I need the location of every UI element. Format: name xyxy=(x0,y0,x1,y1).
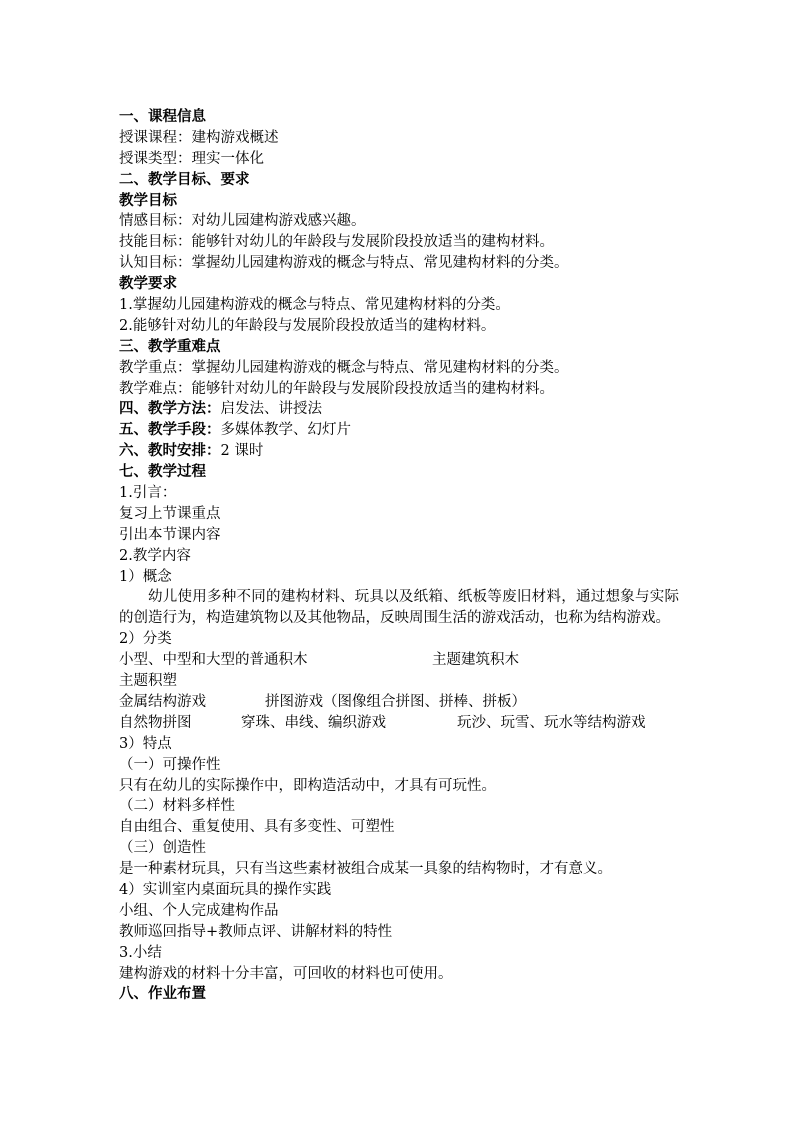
heading-homework: 八、作业布置 xyxy=(119,986,206,1003)
teaching-method xyxy=(119,399,679,420)
classification-item: 自然物拼图 xyxy=(119,714,192,731)
classification-item: 主题积塑 xyxy=(119,673,177,690)
feature-3-desc: 是一种素材玩具，只有当这些素材被组合成某一具象的结构物时，才有意义。 xyxy=(119,861,612,878)
practice-group: 小组、个人完成建构作品 xyxy=(119,902,279,919)
heading-course-info: 一、课程信息 xyxy=(119,109,206,125)
heading-key-points: 三、教学重难点 xyxy=(119,338,221,355)
subheading-requirements: 教学要求 xyxy=(119,276,177,293)
teaching-means-value: 多媒体教学、幻灯片 xyxy=(220,422,351,439)
teaching-means-label: 五、教学手段： xyxy=(119,422,221,439)
concept-paragraph: 幼儿使用多种不同的建构材料、玩具以及纸箱、纸板等废旧材料，通过想象与实际的创造行为，构造建筑物以及其他物品，反映周围生活的游戏活动，也称为结构游戏。 xyxy=(119,589,679,627)
classification-item: 金属结构游戏 xyxy=(119,693,206,710)
feature-2-title: （二）材料多样性 xyxy=(119,798,235,815)
class-hours-label: 六、教时安排： xyxy=(119,443,221,460)
requirement-1: 1.掌握幼儿园建构游戏的概念与特点、常见建构材料的分类。 xyxy=(119,297,510,314)
goal-skill: 技能目标：能够针对幼儿的年龄段与发展阶段投放适当的建构材料。 xyxy=(119,234,554,251)
classification-row-1 xyxy=(119,650,679,671)
heading-process: 七、教学过程 xyxy=(119,464,206,481)
feature-3-title: （三）创造性 xyxy=(119,840,206,857)
content-practice-label: 4）实训室内桌面玩具的操作实践 xyxy=(119,881,332,898)
process-intro-review: 复习上节课重点 xyxy=(119,505,221,522)
teaching-method-label: 四、教学方法： xyxy=(119,401,221,418)
classification-item: 玩沙、玩雪、玩水等结构游戏 xyxy=(457,714,646,731)
feature-1-desc: 只有在幼儿的实际操作中，即构造活动中，才具有可玩性。 xyxy=(119,777,496,794)
class-hours-value: 2 课时 xyxy=(220,443,264,460)
feature-1-title: （一）可操作性 xyxy=(119,756,221,773)
practice-guidance: 教师巡回指导+教师点评、讲解材料的特性 xyxy=(119,923,393,940)
class-hours xyxy=(119,441,679,462)
classification-row-2 xyxy=(119,671,679,692)
classification-row-3 xyxy=(119,692,679,713)
classification-item: 小型、中型和大型的普通积木 xyxy=(119,652,308,669)
process-summary-label: 3.小结 xyxy=(119,944,162,961)
content-classification-label: 2）分类 xyxy=(119,631,172,648)
goal-emotion: 情感目标：对幼儿园建构游戏感兴趣。 xyxy=(119,213,366,230)
teaching-method-value: 启发法、讲授法 xyxy=(220,401,322,418)
process-intro: 1.引言： xyxy=(119,485,177,502)
classification-item: 穿珠、串线、编织游戏 xyxy=(241,714,386,731)
subheading-teaching-goals: 教学目标 xyxy=(119,192,177,209)
key-point: 教学重点：掌握幼儿园建构游戏的概念与特点、常见建构材料的分类。 xyxy=(119,359,569,376)
process-intro-lead: 引出本节课内容 xyxy=(119,526,221,543)
teaching-means xyxy=(119,420,679,441)
classification-item: 拼图游戏（图像组合拼图、拼棒、拼板） xyxy=(265,693,526,710)
feature-2-desc: 自由组合、重复使用、具有多变性、可塑性 xyxy=(119,819,395,836)
goal-cognition: 认知目标：掌握幼儿园建构游戏的概念与特点、常见建构材料的分类。 xyxy=(119,255,569,272)
difficulty-point: 教学难点：能够针对幼儿的年龄段与发展阶段投放适当的建构材料。 xyxy=(119,380,554,397)
course-type: 授课类型：理实一体化 xyxy=(119,150,264,167)
content-features-label: 3）特点 xyxy=(119,735,172,752)
classification-item: 主题建筑积木 xyxy=(432,652,519,669)
requirement-2: 2.能够针对幼儿的年龄段与发展阶段投放适当的建构材料。 xyxy=(119,317,496,334)
classification-row-4 xyxy=(119,713,679,734)
heading-goals: 二、教学目标、要求 xyxy=(119,171,250,188)
process-content: 2.教学内容 xyxy=(119,547,191,564)
summary-text: 建构游戏的材料十分丰富，可回收的材料也可使用。 xyxy=(119,965,453,982)
course-name: 授课课程：建构游戏概述 xyxy=(119,129,279,146)
content-concept-label: 1）概念 xyxy=(119,568,172,585)
document-body xyxy=(119,107,679,1005)
